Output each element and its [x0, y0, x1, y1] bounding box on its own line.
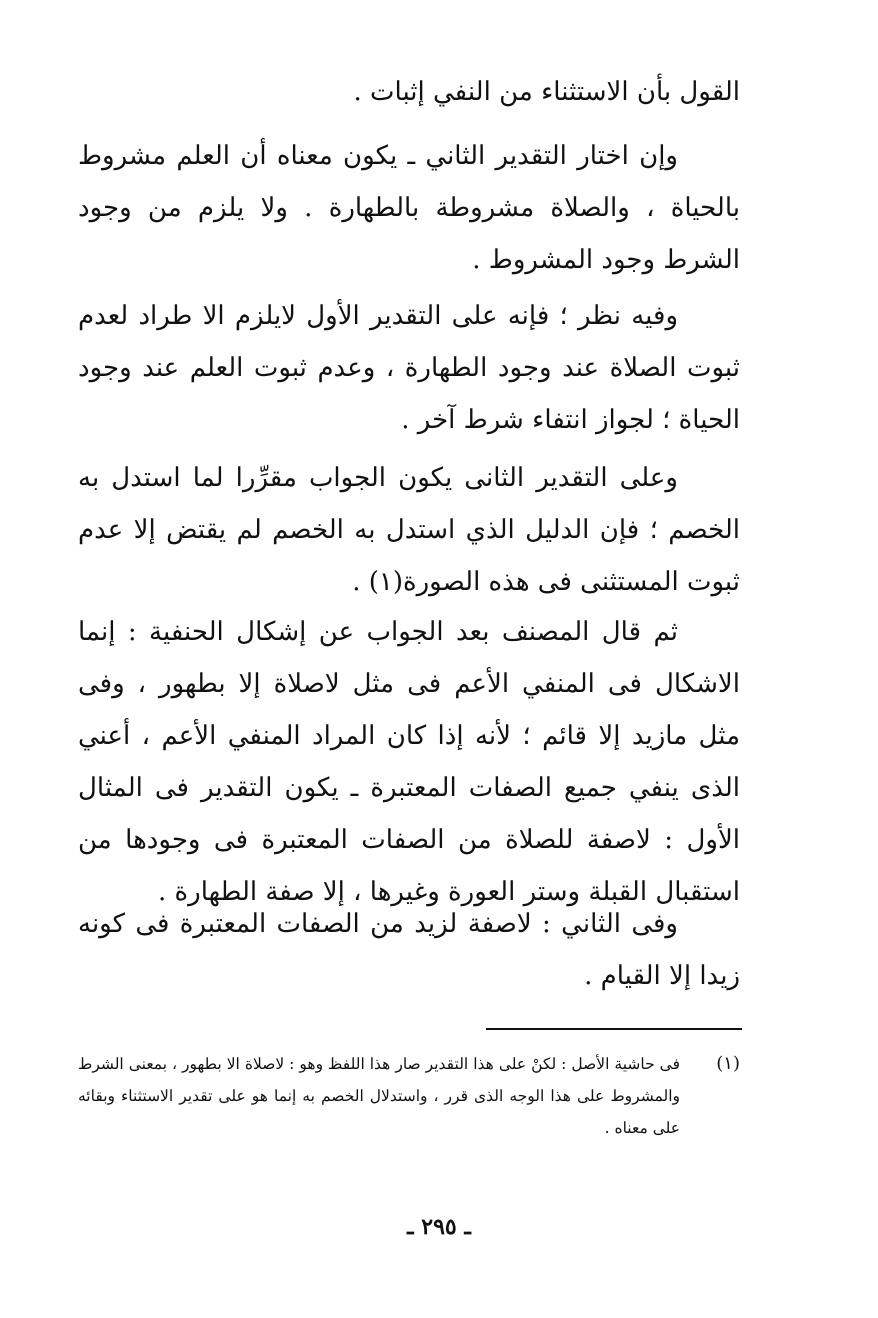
paragraph-author-statement: ثم قال المصنف بعد الجواب عن إشكال الحنفية : إنما الاشكال فى المنفي الأعم فى مثل لاصلاة إلا بطهور ، وفى مثل مازيد إلا قائم ؛ لأنه إذا كان المراد المنفي الأعم ، أعني الذى ينفي جميع الصفات المعتبرة ـ يكون التقدير فى المثال الأول : لاصفة للصلاة من الصفات المعتبرة فى وجودها من استقبال القبلة وستر العورة وغيرها ، إلا صفة الطهارة .: [78, 617, 740, 907]
paragraph-second-interpretation: وإن اختار التقدير الثاني ـ يكون معناه أن العلم مشروط بالحياة ، والصلاة مشروطة بالطهارة . ولا يلزم من وجود الشرط وجود المشروط .: [78, 141, 740, 275]
paragraph-continuation: القول بأن الاستثناء من النفي إثبات .: [353, 77, 740, 107]
paragraph-answer: وعلى التقدير الثانى يكون الجواب مقرِّرا لما استدل به الخصم ؛ فإن الدليل الذي استدل به الخصم لم يقتض إلا عدم ثبوت المستثنى فى هذه الصورة(١) .: [78, 463, 740, 597]
page-number: ـ ٢٩٥ ـ: [407, 1214, 471, 1240]
paragraph-objection: وفيه نظر ؛ فإنه على التقدير الأول لايلزم الا طراد لعدم ثبوت الصلاة عند وجود الطهارة ، وعدم ثبوت العلم عند وجود الحياة ؛ لجواز انتفاء شرط آخر .: [78, 301, 740, 435]
footnote-marker: (١): [716, 1053, 740, 1074]
footnote: [78, 1048, 740, 1144]
footnote-text: فى حاشية الأصل : لكنْ على هذا التقدير صار هذا اللفظ وهو : لاصلاة الا بطهور ، بمعنى الشرط والمشروط على هذا الوجه الذى قرر ، واستدلال الخصم به إنما هو على تقدير الاستثناء وبقائه على معناه .: [78, 1055, 680, 1137]
footnote-divider: [486, 1028, 742, 1030]
paragraph-second-example: وفى الثاني : لاصفة لزيد من الصفات المعتبرة فى كونه زيدا إلا القيام .: [78, 909, 740, 991]
